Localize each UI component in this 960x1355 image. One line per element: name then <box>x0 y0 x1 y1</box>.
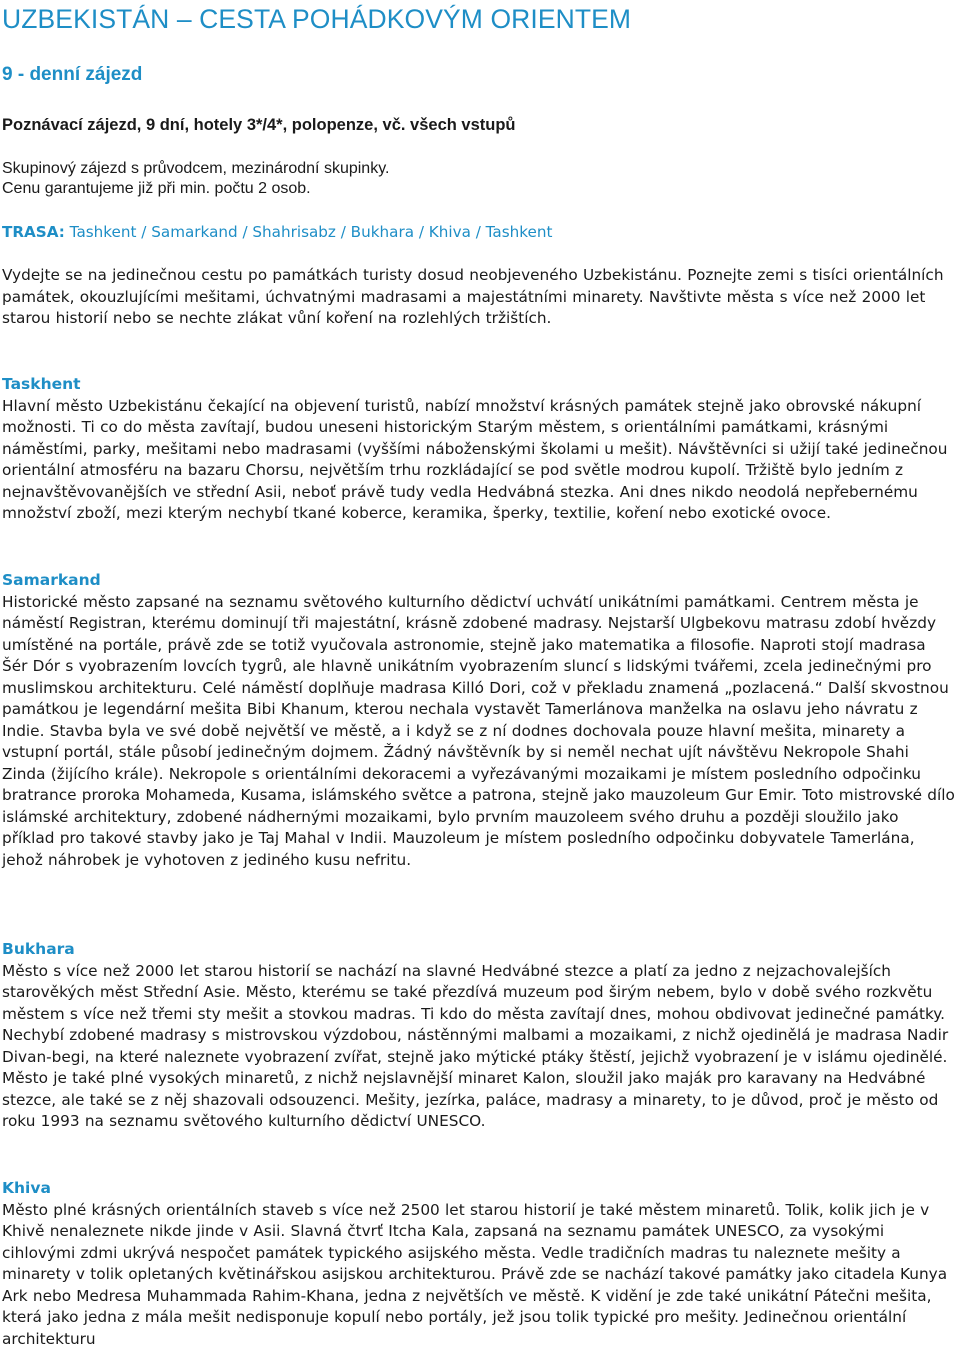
section-taskhent <box>2 374 956 525</box>
section-paragraph: Hlavní město Uzbekistánu čekající na objevení turistů, nabízí množství krásných památek stejně jako obrovské nákupní možnosti. Ti co do města zavítají, budou uneseni historickým Starým městem, s orientálními památkami, krásnými náměstími, parky, mešitami nebo madrasami (vyššími náboženskými školami u mešit). Návštěvníci si užijí také jedinečnou orientální atmosféru na bazaru Chorsu, největším trhu rozkládající se pod světle modrou kupolí. Tržiště bylo jedním z nejnavštěvovanějších ve střední Asii, neboť právě tudy vedla Hedvábná stezka. Ani dnes nikdo neodolá nepřebernému množství zboží, mezi kterým nechybí tkané koberce, keramika, šperky, textilie, koření nebo exotické ovoce. <box>2 396 948 522</box>
section-paragraph: Město plné krásných orientálních staveb s více než 2500 let starou historií je také městem minaretů. Tolik, kolik jich je v Khivě nenaleznete nikde jinde v Asii. Slavná čtvrť Itcha Kala, zapsaná na seznamu památek UNESCO, za vysokými cihlovými zdmi ukrývá nespočet památek typického asijského města. Vedle tradičních madras tu naleznete mešity a minarety v tolik opletaných květinářskou asijskou architekturou. Právě zde se nachází takové památky jako citadela Kunya Ark nebo Medresa Muhammada Rahim-Khana, jedna z největších ve městě. K vidění je zde také unikátní Pátečni mešita, která jako jedna z mála mešit nedisponuje kopulí nebo portály, jež jsou tolik typické pro mešity. Jedinečnou orientální architekturu <box>2 1200 948 1348</box>
section-heading: Bukhara <box>2 940 75 958</box>
page-title: UZBEKISTÁN – CESTA POHÁDKOVÝM ORIENTEM <box>2 4 632 34</box>
section-heading: Taskhent <box>2 375 81 393</box>
group-info-line-2: Cenu garantujeme již při min. počtu 2 osob. <box>2 180 311 197</box>
section-heading: Samarkand <box>2 571 101 589</box>
tour-duration-subtitle: 9 - denní zájezd <box>2 64 143 85</box>
route-label: TRASA: <box>2 223 65 241</box>
group-info-line-1: Skupinový zájezd s průvodcem, mezinárodní skupinky. <box>2 160 390 177</box>
tour-type-line: Poznávací zájezd, 9 dní, hotely 3*/4*, polopenze, vč. všech vstupů <box>2 116 516 134</box>
section-paragraph: Město s více než 2000 let starou historií se nachází na slavné Hedvábné stezce a platí za jedno z nejzachovalejších starověkých měst Střední Asie. Město, kterému se také přezdívá muzeum pod širým nebem, bylo v době svého rozkvětu městem s více než třemi sty mešit a stovkou madras. Ti kdo do města zavítají dnes, mohou obdivovat jedinečné památky. Nechybí zdobené madrasy s mistrovskou výzdobou, nástěnnými malbami a mozaikami, z nichž ojedinělá je madrasa Nadir Divan-begi, na které naleznete vyobrazení zvířat, stejně jako mýtické ptáky štěstí, jejichž vyobrazení je v islámu ojedinělé. Město je také plné vysokých minaretů, z nichž nejslavnější minaret Kalon, sloužil jako maják pro karavany na Hedvábné stezce, ale také se z něj shazovali odsouzenci. Mešity, jezírka, paláce, madrasy a minarety, to je důvod, proč je město od roku 1993 na seznamu světového kulturního dědictví UNESCO. <box>2 961 949 1130</box>
section-samarkand <box>2 570 956 871</box>
section-heading: Khiva <box>2 1179 51 1197</box>
route-value: Tashkent / Samarkand / Shahrisabz / Bukhara / Khiva / Tashkent <box>64 223 553 241</box>
section-paragraph: Historické město zapsané na seznamu světového kulturního dědictví uchvátí unikátními památkami. Centrem města je náměstí Registran, kterému dominují tři majestátní, krásně zdobené madrasy. Nejstarší Ulgbekovu matrasu zdobí hvězdy umístěné na portále, právě zde se totiž vyučovala astronomie, stejně jako matematika a filosofie. Naproti stojí madrasa Šér Dór s vyobrazením lovcích tygrů, ale hlavně unikátním vyobrazením sluncí s lidskými tvářemi, zcela jedinečnými pro muslimskou architekturu. Celé náměstí doplňuje madrasa Killó Dori, což v překladu znamená „pozlacená.“ Další skvostnou památkou je legendární mešita Bibi Khanum, kterou nechala vystavět Tamerlánova manželka na oslavu jeho návratu z Indie. Stavba byla ve své době největší ve městě, a i když se z ní dodnes dochovala pouze hlavní mešita, minarety a vstupní portál, stále působí jedinečným dojmem. Žádný návštěvník by si neměl nechat ujít návštěvu Nekropole Shahi Zinda (žijícího krále). Nekropole s orientálními dekoracemi a vyřezávanými mozaikami je místem posledního odpočinku bratrance proroka Mohameda, Kusama, islámského světce a patrona, stejně jako mauzoleum Gur Emir. Toto mistrovské dílo islámské architektury, zdobené nádhernými mozaikami, bylo prvním mauzoleem svého druhu a později sloužilo jako příklad pro takové stavby jako je Taj Mahal v Indii. Mauzoleum je místem posledního odpočinku dobyvatele Tamerlána, jehož náhrobek je vyhotoven z jediného kusu nefritu. <box>2 592 955 869</box>
group-info <box>2 159 389 199</box>
route-line <box>2 223 552 241</box>
section-khiva <box>2 1178 956 1350</box>
intro-paragraph: Vydejte se na jedinečnou cestu po památkách turisty dosud neobjeveného Uzbekistánu. Poznejte zemi s tisíci orientálních památek, okouzlujícími mešitami, úchvatnými madrasami a majestátními minarety. Navštivte města s více než 2000 let starou historií nebo se nechte zlákat vůní koření na rozlehlých tržištích. <box>2 266 944 327</box>
intro-section <box>2 265 956 330</box>
section-bukhara <box>2 939 956 1133</box>
